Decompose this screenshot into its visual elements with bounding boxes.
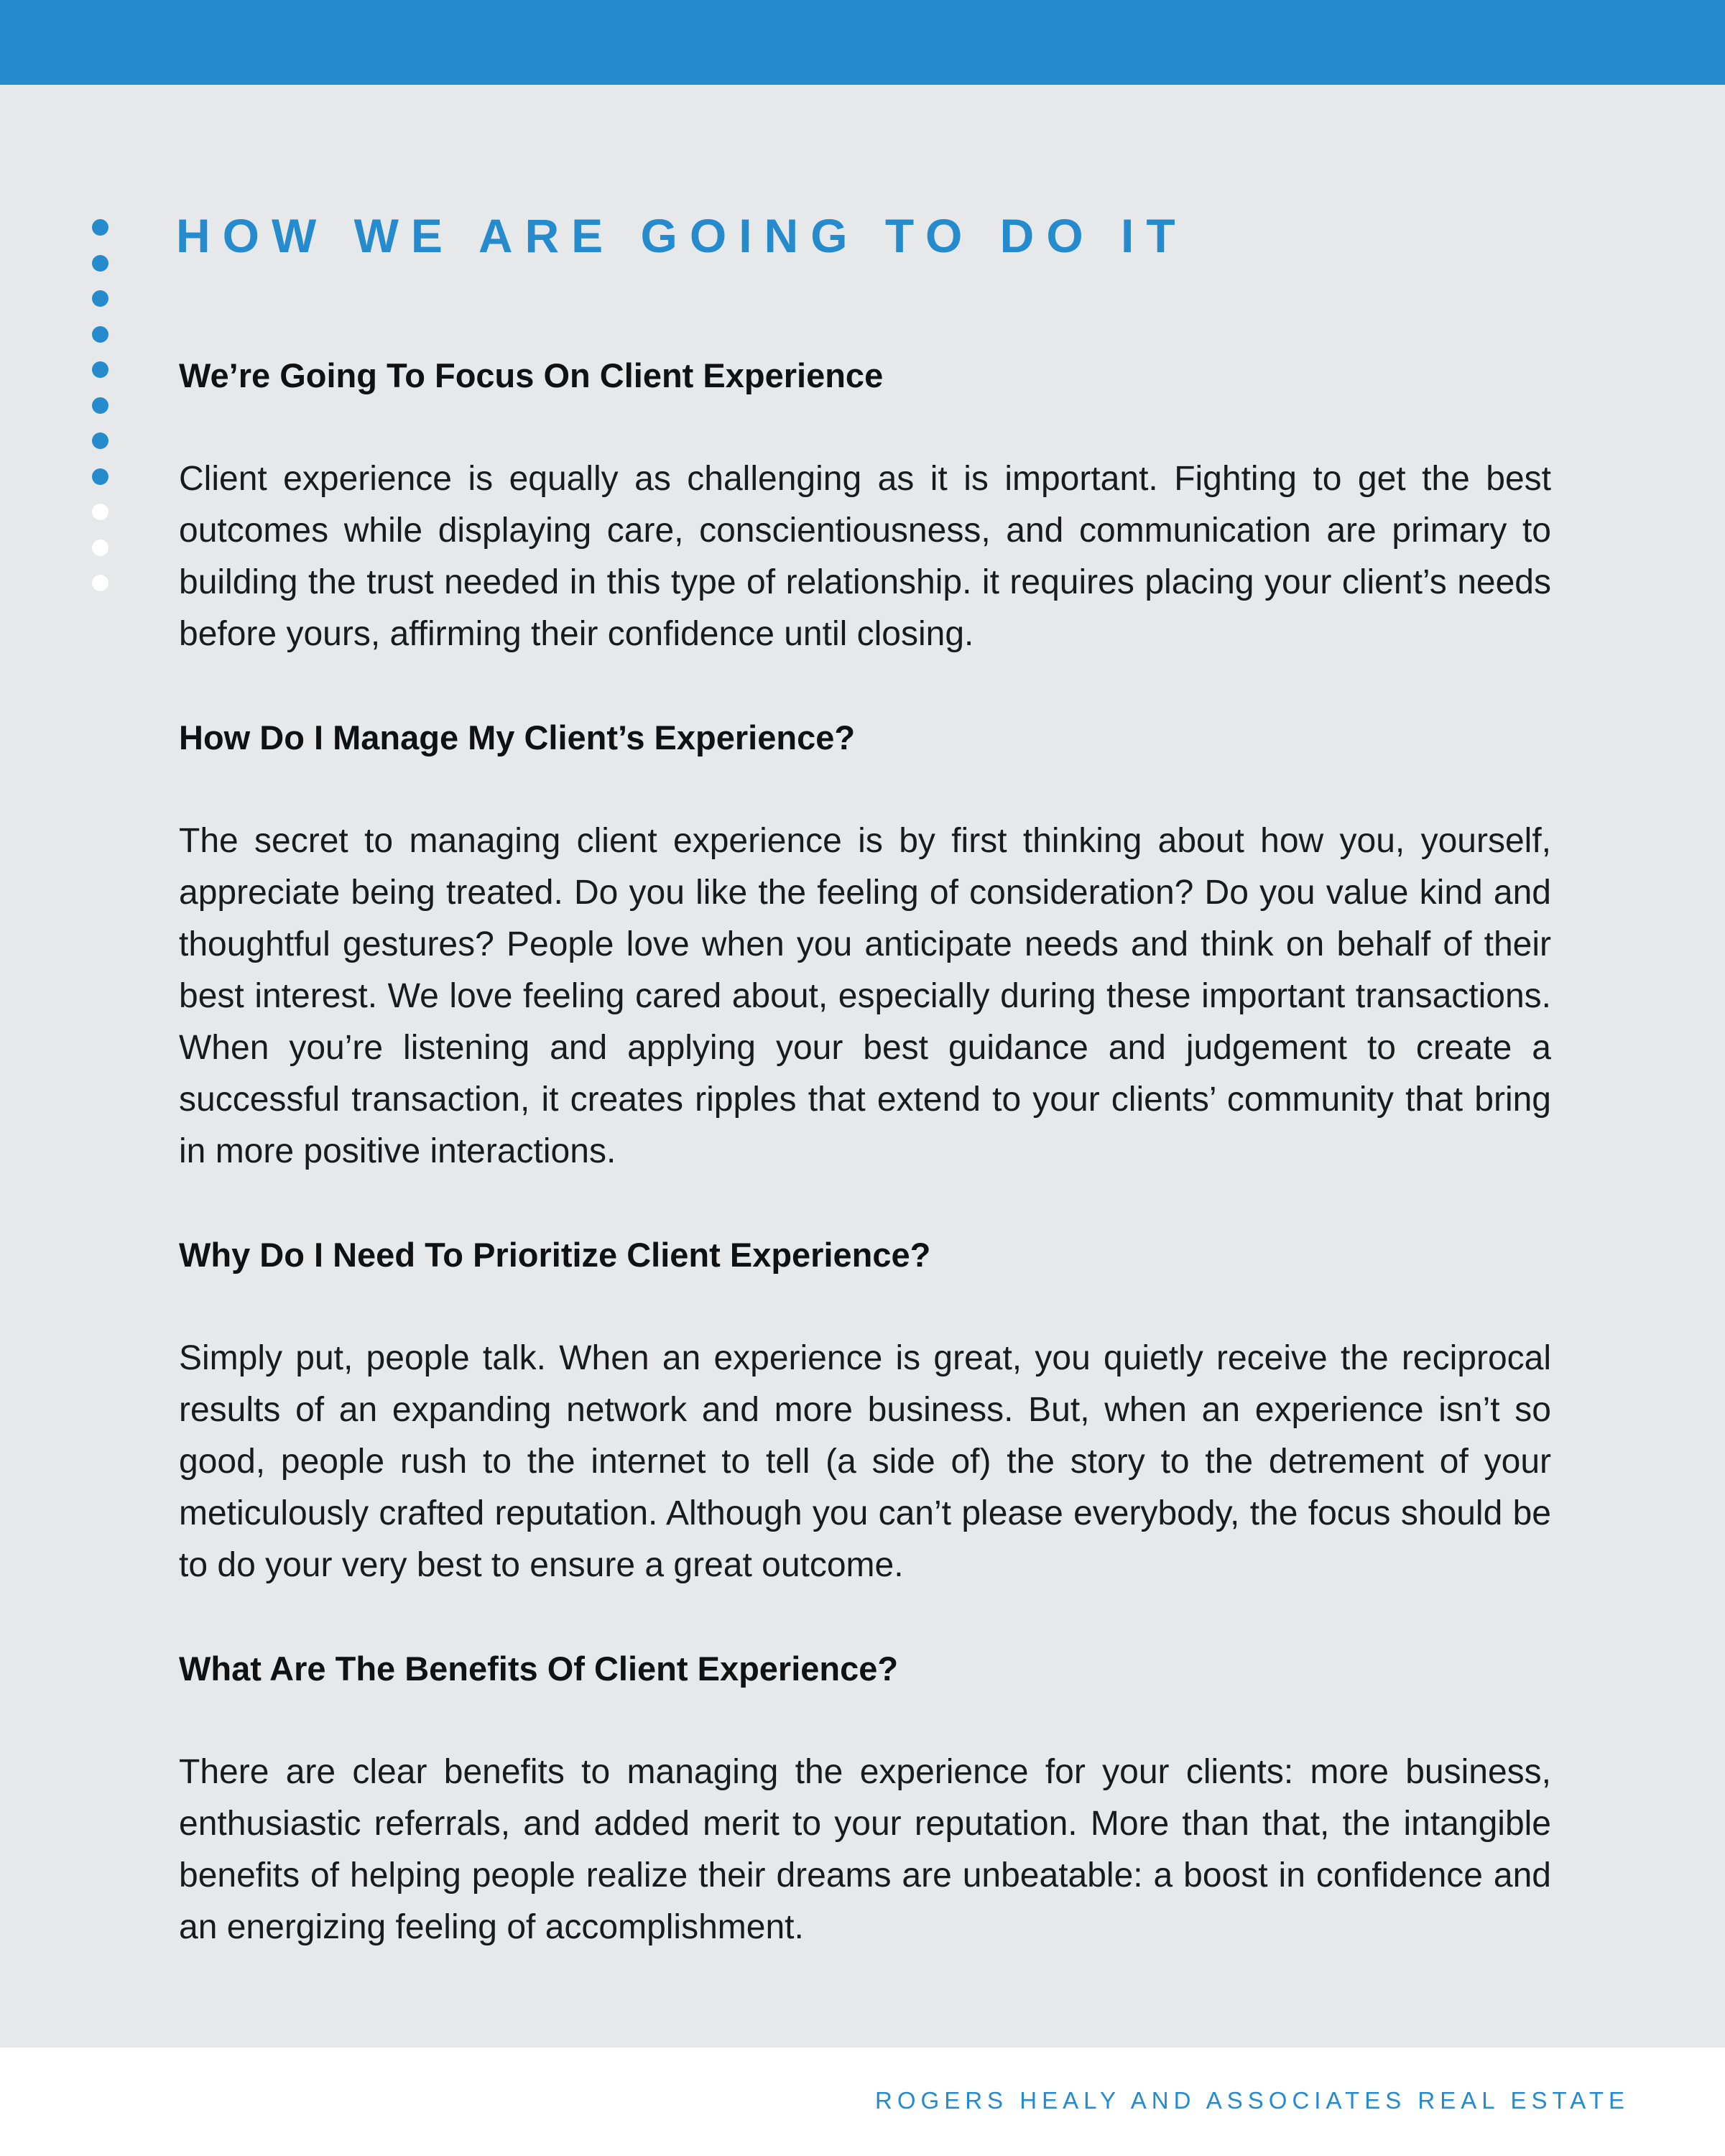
section-prioritize-experience <box>179 1229 1551 1591</box>
top-accent-bar <box>0 0 1725 85</box>
progress-dot-filled <box>92 326 108 343</box>
section-manage-experience <box>179 712 1551 1178</box>
section-body: There are clear benefits to managing the experience for your clients: more business, enthusiastic referrals, and added merit to your reputation. More than that, the intangible benefits of helping people realize their dreams are unbeatable: a boost in confidence and an energizing feeling of accomplishment. <box>179 1753 1551 1946</box>
section-body: The secret to managing client experience is by first thinking about how you, yourself, appreciate being treated. Do you like the feeling of consideration? Do you value kind and thoughtful gestures? People love when you anticipate needs and think on behalf of their best interest. We love feeling cared about, especially during these important transactions. When you’re listening and applying your best guidance and judgement to create a successful transaction, it creates ripples that extend to your clients’ community that bring in more positive interactions. <box>179 822 1551 1170</box>
section-heading: What Are The Benefits Of Client Experience? <box>179 1650 899 1688</box>
section-body: Client experience is equally as challenging as it is important. Fighting to get the best outcomes while displaying care, conscientiousness, and communication are primary to building the trust needed in this type of relationship. it requires placing your client’s needs before yours, affirming their confidence until closing. <box>179 460 1551 653</box>
section-heading: How Do I Manage My Client’s Experience? <box>179 718 856 757</box>
section-heading: Why Do I Need To Prioritize Client Experience? <box>179 1236 931 1274</box>
section-heading: We’re Going To Focus On Client Experience <box>179 356 884 394</box>
progress-dots <box>92 219 109 611</box>
progress-dot-filled <box>92 432 108 449</box>
section-benefits <box>179 1643 1551 1953</box>
progress-dot-filled <box>92 255 108 272</box>
progress-dot-empty <box>92 540 108 556</box>
section-body: Simply put, people talk. When an experience is great, you quietly receive the reciprocal results of an expanding network and more business. But, when an experience isn’t so good, people rush to the internet to tell (a side of) the story to the detrement of your meticulously crafted reputation. Although you can’t please everybody, the focus should be to do your very best to ensure a great outcome. <box>179 1339 1551 1584</box>
progress-dot-filled <box>92 361 108 378</box>
page-title: HOW WE ARE GOING TO DO IT <box>176 209 1188 262</box>
section-client-experience <box>179 350 1551 660</box>
main-content <box>179 350 1551 1953</box>
footer-brand: ROGERS HEALY AND ASSOCIATES REAL ESTATE <box>875 2087 1629 2114</box>
progress-dot-filled <box>92 219 108 236</box>
progress-dot-empty <box>92 575 108 591</box>
progress-dot-filled <box>92 290 108 307</box>
progress-dot-filled <box>92 468 108 485</box>
progress-dot-filled <box>92 397 108 414</box>
progress-dot-empty <box>92 504 108 520</box>
